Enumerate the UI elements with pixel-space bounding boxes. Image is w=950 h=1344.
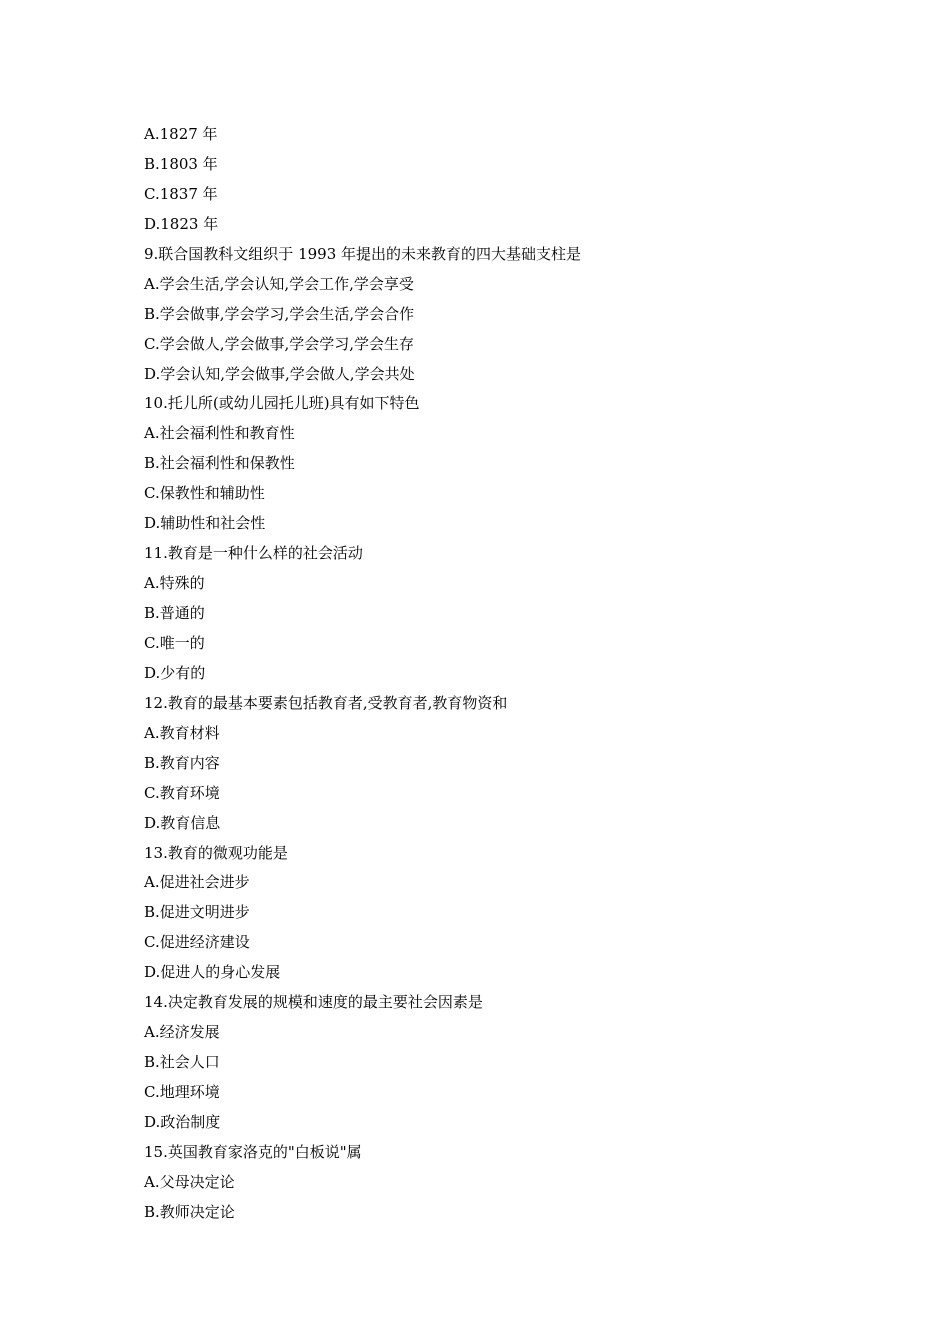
option-line: A.特殊的 — [144, 574, 205, 593]
question-line: 13.教育的微观功能是 — [144, 843, 288, 862]
question-line: 14.决定教育发展的规模和速度的最主要社会因素是 — [144, 993, 483, 1012]
option-line: C.唯一的 — [144, 633, 205, 652]
question-line: 11.教育是一种什么样的社会活动 — [144, 544, 363, 563]
option-line: D.1823 年 — [144, 214, 219, 233]
option-line: A.促进社会进步 — [144, 873, 250, 892]
option-line: C.促进经济建设 — [144, 933, 250, 952]
question-line: 12.教育的最基本要素包括教育者,受教育者,教育物资和 — [144, 693, 508, 712]
option-line: B.社会福利性和保教性 — [144, 454, 295, 473]
option-line: B.教育内容 — [144, 753, 220, 772]
option-line: B.促进文明进步 — [144, 903, 250, 922]
option-line: A.1827 年 — [144, 125, 218, 143]
option-line: D.辅助性和社会性 — [144, 514, 266, 533]
question-line: 9.联合国教科文组织于 1993 年提出的未来教育的四大基础支柱是 — [144, 244, 582, 263]
option-line: C.学会做人,学会做事,学会学习,学会生存 — [144, 334, 415, 353]
option-line: D.少有的 — [144, 663, 206, 682]
option-line: D.促进人的身心发展 — [144, 963, 281, 982]
option-line: C.保教性和辅助性 — [144, 484, 265, 503]
option-line: A.学会生活,学会认知,学会工作,学会享受 — [144, 274, 414, 293]
option-line: A.经济发展 — [144, 1023, 220, 1042]
option-line: B.普通的 — [144, 604, 205, 622]
option-line: C.教育环境 — [144, 783, 220, 802]
option-line: B.1803 年 — [144, 154, 218, 173]
option-line: B.学会做事,学会学习,学会生活,学会合作 — [144, 304, 415, 323]
option-line: C.地理环境 — [144, 1083, 220, 1101]
option-line: D.政治制度 — [144, 1112, 221, 1131]
question-line: 10.托儿所(或幼儿园托儿班)具有如下特色 — [144, 394, 420, 413]
option-line: D.学会认知,学会做事,学会做人,学会共处 — [144, 364, 415, 383]
option-line: A.社会福利性和教育性 — [144, 424, 295, 443]
question-list — [144, 120, 844, 1228]
option-line: C.1837 年 — [144, 184, 218, 203]
option-line: B.社会人口 — [144, 1053, 220, 1072]
question-line: 15.英国教育家洛克的"白板说"属 — [144, 1142, 362, 1161]
option-line: B.教师决定论 — [144, 1202, 235, 1221]
option-line: D.教育信息 — [144, 813, 221, 832]
option-line: A.父母决定论 — [144, 1172, 235, 1191]
option-line: A.教育材料 — [144, 723, 220, 742]
